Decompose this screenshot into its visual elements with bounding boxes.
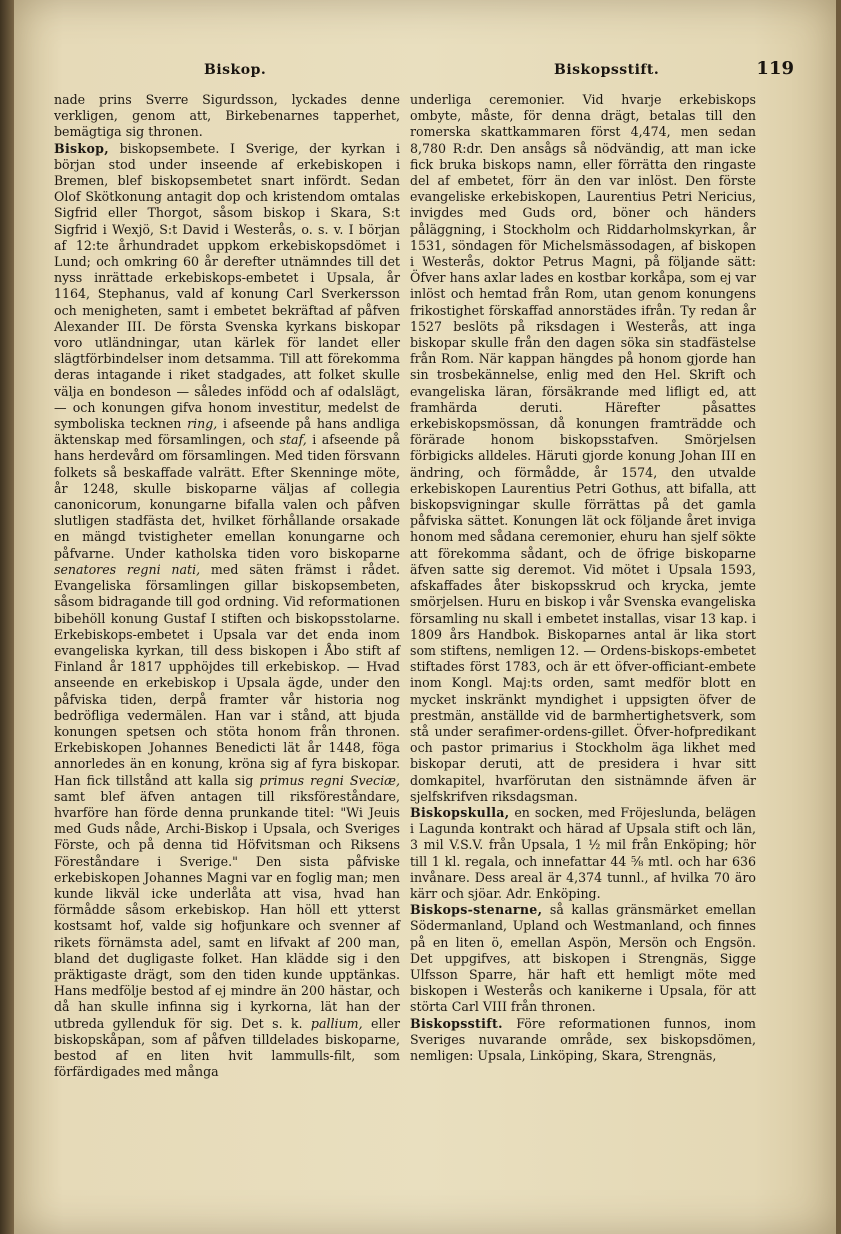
entry-text: i afseende på hans andliga äktenskap med församlingen, och xyxy=(54,416,401,448)
entry-term: Biskop, xyxy=(54,140,109,156)
entry-biskopskulla xyxy=(410,805,756,902)
entry-text: en socken, med Fröjeslunda, belägen i Lagunda kontrakt och härad af Upsala stift och län, 3 mil V.S.V. från Upsala, 1 ½ mil från Enköping; hör till 1 kl. regala, och innefattar 44 ⅝ mtl. och har 636 invånare. Dess areal är 4,374 tunnl., af hvilka 70 äro kärr och sjöar. Adr. Enköping. xyxy=(410,804,756,901)
entry-biskopsstift xyxy=(410,1016,756,1065)
italic-term: ring, xyxy=(187,416,218,432)
entry-term: Biskopsstift. xyxy=(410,1015,503,1031)
running-header xyxy=(54,58,804,84)
book-binding-edge xyxy=(0,0,14,1234)
paragraph-continued: nade prins Sverre Sigurdsson, lyckades denne verkligen, genom att, Birkebenarnes tapperhet, bemägtiga sig thronen. xyxy=(54,92,400,140)
entry-biskop xyxy=(54,141,400,1081)
right-column xyxy=(410,92,756,1064)
header-right-keyword: Biskopsstift. xyxy=(554,62,660,78)
entry-term: Biskops-stenarne, xyxy=(410,902,543,918)
entry-text: samt blef äfven antagen till riksföreståndare, hvarföre han förde denna prunkande titel: "Wi Jeuis med Guds nåde, Archi-Biskop i Upsala, och Sveriges Förste, och på denna tid Höfvitsman och Riksens Föreståndare i Sverige." Den sista påfviske erkebiskopen Johannes Magni var en foglig man; men kunde likväl icke underlåta att visa, hvad han förmådde såsom erkebiskop. Han höll ett ytterst kostsamt hof, valde sig hofjunkare och svenner af rikets förnämsta adel, samt en lifvakt af 200 man, bland det dugligaste folket. Han klädde sig i den präktigaste drägt, som den tiden kunde upptänkas. Hans medfölje bestod af ej mindre än 200 hästar, och då han skulle infinna sig i kyrkorna, lät han der utbreda gyllenduk för sig. Det s. k. xyxy=(54,788,400,1031)
book-page xyxy=(14,0,836,1234)
entry-biskops-stenarne xyxy=(410,902,756,1015)
entry-text: Före reformationen funnos, inom Sveriges nuvarande område, sex biskopsdömen, nemligen: Upsala, Linköping, Skara, Strengnäs, xyxy=(410,1015,756,1063)
left-column xyxy=(54,92,400,1080)
entry-text: med säten främst i rådet. Evangeliska församlingen gillar biskopsembeten, såsom bidragande till god ordning. Vid reformationen bibehöll konung Gustaf I stiften och biskopsstolarne. Erkebiskops-embetet i Upsala var det enda inom evangeliska kyrkan, till dess biskopen i Åbo stift af Finland år 1817 upphöjdes till erkebiskop. — Hvad anseende en erkebiskop i Upsala ägde, under den påfviska tiden, derpå framter vår historia nog bedröfliga vedermälen. Han var i stånd, att bjuda konungen spetsen och stöta honom från thronen. Erkebiskopen Johannes Benedicti lät år 1448, föga annorledes än en konung, kröna sig af fyra biskopar. Han fick tillstånd att kalla sig xyxy=(54,561,401,788)
italic-term: staf, xyxy=(279,432,307,448)
entry-text: så kallas gränsmärket emellan Södermanland, Upland och Westmanland, och finnes på en liten ö, emellan Aspön, Mersön och Engsön. Det uppgifves, att biskopen i Strengnäs, Sigge Ulfsson Sparre, här haft ett hemligt möte med biskopen i Westerås och kanikerne i Upsala, för att störta Carl VIII från thronen. xyxy=(410,902,756,1015)
header-left-keyword: Biskop. xyxy=(204,62,267,78)
italic-term: senatores regni nati, xyxy=(54,561,201,577)
entry-text: biskopsembete. I Sverige, der kyrkan i början stod under inseende af erkebiskopen i Bremen, blef biskopsembetet snart infördt. Sedan Olof Skötkonung antagit dop och kristendom omtalas Sigfrid eller Thorgot, såsom biskop i Skara, S:t Sigfrid i Wexjö, S:t David i Westerås, o. s. v. I början af 12:te århundradet uppkom erkebiskopsdömet i Lund; och omkring 60 år derefter utnämndes till det nyss inrättade erkebiskops-embetet i Upsala, år 1164, Stephanus, vald af konung Carl Sverkersson och menigheten, samt i embetet bekräftad af påfven Alexander III. De första Svenska kyrkans biskopar voro utländningar, utan kärlek för landet eller slägtförbindelser inom detsamma. Till att förekomma deras intagande i riket stadgades, att folket skulle välja en bondeson — således infödd och af odalslägt, — och konungen gifva honom investitur, medelst de symboliska tecknen xyxy=(54,140,400,432)
italic-term: primus regni Sveciæ, xyxy=(259,772,400,788)
entry-text: i afseende på hans herdevård om församlingen. Med tiden försvann folkets så beskaffade valrätt. Efter Skenninge möte, år 1248, skulle biskoparne väljas af collegia canonicorum, konungarne bifalla valen och påfven slutligen stadfästa det, hvilket förhållande orsakade en mängd tvistigheter emellan konungarne och påfvarne. Under katholska tiden voro biskoparne xyxy=(54,432,400,561)
paragraph-continued: underliga ceremonier. Vid hvarje erkebiskops ombyte, måste, för denna drägt, betalas till den romerska skattkammaren först 4,474, men sedan 8,780 R:dr. Den ansågs så nödvändig, att man icke fick bruka biskops namn, eller förrätta den ringaste del af embetet, förr än den var inlöst. Den förste evangeliske erkebiskopen, Laurentius Petri Nericius, invigdes med Guds ord, böner och händers påläggning, i Stockholm och Riddarholmskyrkan, år 1531, söndagen för Michelsmässodagen, af biskopen i Westerås, doktor Petrus Magni, på följande sätt: Öfver hans axlar lades en kostbar korkåpa, som ej var inlöst och hemtad från Rom, utan genom konungens frikostighet förskaffad annorstädes ifrån. Ty redan år 1527 beslöts på riksdagen i Westerås, att inga biskopar skulle från den dagen söka sin stadfästelse från Rom. När kappan hängdes på honom gjorde han sin trosbekännelse, enlig med den Hel. Skrift och evangeliska läran, försäkrande med lifligt ed, att framhärda deruti. Härefter påsattes erkebiskopsmössan, då konungen framträdde och förärade honom biskopsstafven. Smörjelsen förbigicks alldeles. Häruti gjorde konung Johan III en ändring, och förmådde, år 1574, den utvalde erkebiskopen Laurentius Petri Gothus, att bifalla, att biskopsvigningar skulle förrättas på det gamla påfviska sättet. Konungen lät ock följande året inviga honom med sådana ceremonier, ehuru han sjelf sökte att förekomma sådant, och de öfrige biskoparne äfven satte sig deremot. Vid mötet i Upsala 1593, afskaffades åter biskopsskrud och kryckа, jemte smörjelsen. Huru en biskop i vår Svenska evangeliska församling nu skall i embetet installas, visar 13 kap. i 1809 års Handbok. Biskoparnes antal är lika stort som stiftens, nemligen 12. — Ordens-biskops-embetet stiftades först 1783, och är ett öfver-officiant-embete inom Kongl. Maj:ts orden, samt medför blott en mycket inskränkt myndighet i uppsigten öfver de prestmän, anställde vid de barmhertighetsverk, som stå under serafimer-ordens-gillet. Öfver-hofpredikant och pastor primarius i Stockholm äga likhet med biskopar deruti, att de presidera i hvar sitt domkapitel, hvarförutan den sistnämnde äfven är sjelfskrifven riksdagsman. xyxy=(410,92,756,804)
page-number: 119 xyxy=(756,58,794,79)
italic-term: pallium, xyxy=(310,1015,363,1031)
entry-text: eller biskopskåpan, som af påfven tilldelades biskoparne, bestod af en liten hvit lammulls-filt, som förfärdigades med många xyxy=(54,1015,400,1080)
entry-term: Biskopskulla, xyxy=(410,804,510,820)
